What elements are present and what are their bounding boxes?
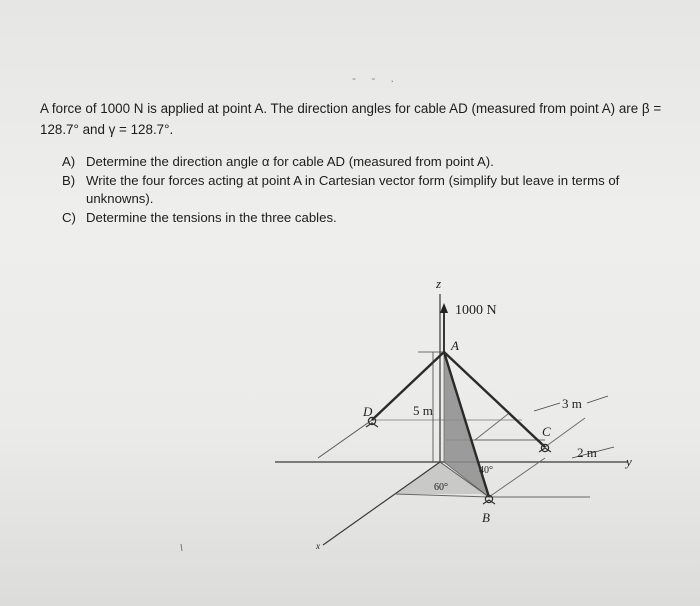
force-arrow-head	[440, 303, 448, 313]
task-text: Determine the tensions in the three cables.	[86, 210, 337, 225]
x-axis-label: x	[316, 541, 320, 551]
ground-line-c3	[545, 418, 585, 447]
dim-3m-line-right	[587, 396, 608, 403]
task-text: Determine the direction angle α for cable AD (measured from point A).	[86, 154, 494, 169]
point-c-label: C	[542, 424, 551, 439]
task-letter: C)	[62, 210, 76, 225]
ground-line-bl	[395, 494, 489, 497]
force-label: 1000 N	[455, 303, 497, 318]
problem-statement: A force of 1000 N is applied at point A. The direction angles for cable AD (measured from point A) are β = 128.7° and γ = 128.7°.	[40, 101, 662, 137]
z-axis-label: z	[436, 276, 442, 291]
dim-2m-label: 2 m	[577, 445, 597, 460]
dim-3m-line-left	[534, 403, 560, 411]
point-b-label: B	[482, 510, 490, 525]
dim-3m-label: 3 m	[562, 396, 582, 411]
task-text: Write the four forces acting at point A in Cartesian vector form (simplify but leave in terms of unknowns).	[86, 173, 620, 206]
y-axis-label: y	[626, 454, 632, 469]
task-letter: B)	[62, 173, 76, 188]
x-axis	[323, 462, 440, 545]
angle-40-label: 40°	[479, 465, 493, 476]
scan-marks: - - .	[352, 71, 400, 85]
ground-line-c2	[475, 414, 508, 440]
scan-mark-small	[181, 544, 182, 551]
ground-line-b2	[489, 458, 545, 497]
ground-line-d	[318, 420, 372, 458]
task-letter: A)	[62, 154, 76, 169]
point-d-label: D	[363, 404, 373, 419]
angle-60-label: 60°	[434, 482, 448, 493]
point-a-label: A	[451, 338, 459, 353]
height-dim-label: 5 m	[413, 403, 433, 418]
